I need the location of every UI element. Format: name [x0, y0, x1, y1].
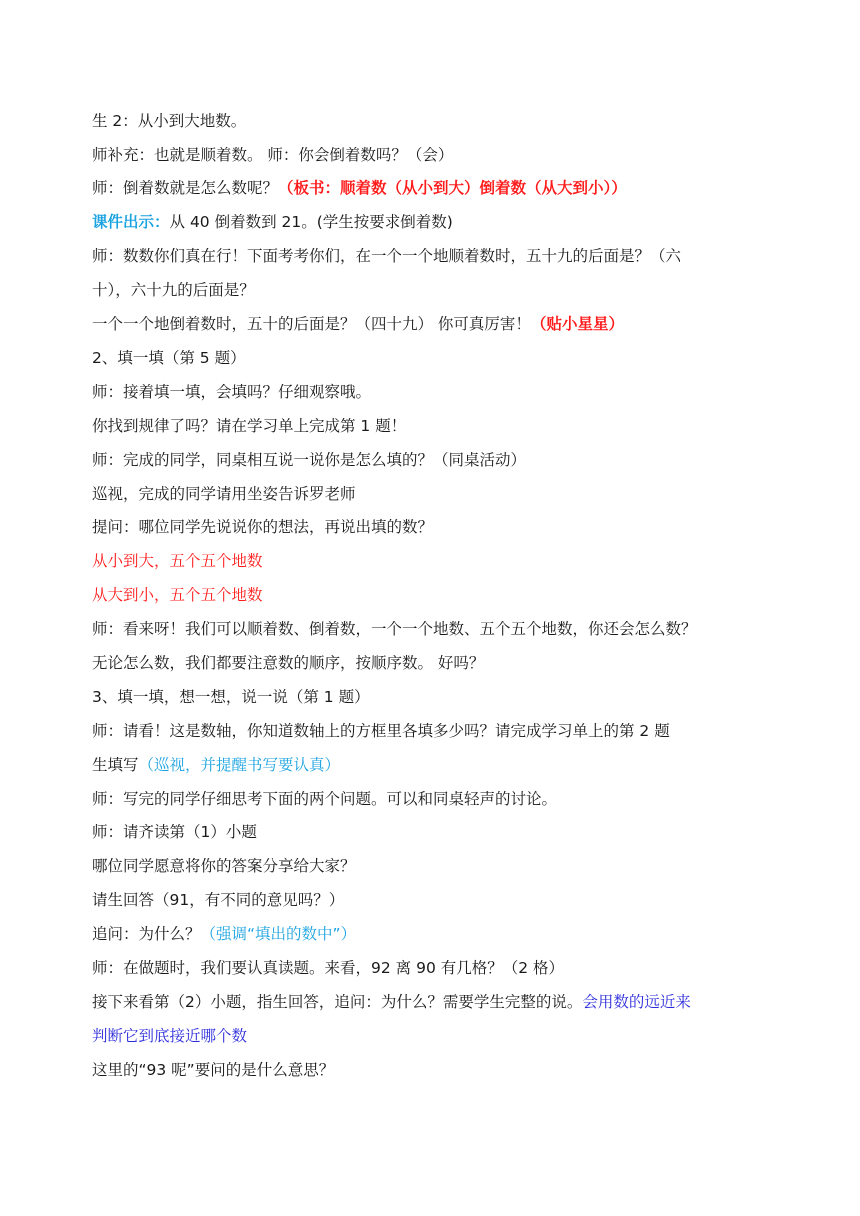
- text-line-6: 十），六十九的后面是？: [92, 281, 255, 299]
- text-line-19: 师：请看！这是数轴，你知道数轴上的方框里各填多少吗？请完成学习单上的第 2 题: [92, 722, 670, 740]
- text-line-15: 从大到小，五个五个地数: [92, 586, 263, 604]
- text-line-25: 追问：为什么？（强调“填出的数中”）: [92, 925, 357, 943]
- patrol-note: （巡视，并提醒书写要认真）: [138, 756, 341, 774]
- courseware-label: 课件出示：: [92, 213, 170, 231]
- text-line-16: 师：看来呀！我们可以顺着数、倒着数，一个一个地数、五个五个地数，你还会怎么数？: [92, 620, 697, 638]
- board-note: （板书：顺着数（从小到大）倒着数（从大到小））: [278, 179, 627, 197]
- text-line-13: 提问：哪位同学先说说你的想法，再说出填的数？: [92, 518, 434, 536]
- text-line-26: 师：在做题时，我们要认真读题。来看，92 离 90 有几格？（2 格）: [92, 959, 565, 977]
- text-line-5: 师：数数你们真在行！下面考考你们，在一个一个地顺着数时，五十九的后面是？（六: [92, 247, 682, 265]
- text-line-7: 一个一个地倒着数时，五十的后面是？（四十九） 你可真厉害！（贴小星星）: [92, 315, 624, 333]
- text-line-10: 你找到规律了吗？请在学习单上完成第 1 题！: [92, 417, 407, 435]
- text-line-29: 这里的“93 呢”要问的是什么意思？: [92, 1061, 335, 1079]
- text-line-1: 生 2：从小到大地数。: [92, 112, 247, 130]
- section-heading-2: 2、填一填（第 5 题）: [92, 349, 246, 367]
- text-line-12: 巡视，完成的同学请用坐姿告诉罗老师: [92, 485, 356, 503]
- sticker-note: （贴小星星）: [530, 315, 624, 333]
- text-line-9: 师：接着填一填，会填吗？仔细观察哦。: [92, 383, 372, 401]
- text-line-20: 生填写（巡视，并提醒书写要认真）: [92, 756, 341, 774]
- text-line-27: 接下来看第（2）小题，指生回答，追问：为什么？需要学生完整的说。会用数的远近来: [92, 993, 691, 1011]
- text-line-24: 请生回答（91，有不同的意见吗？）: [92, 891, 345, 909]
- text-line-11: 师：完成的同学，同桌相互说一说你是怎么填的？（同桌活动）: [92, 451, 527, 469]
- text-line-2: 师补充：也就是顺着数。 师：你会倒着数吗？（会）: [92, 146, 454, 164]
- text-line-4: 课件出示：从 40 倒着数到 21。(学生按要求倒着数): [92, 213, 453, 231]
- text-line-23: 哪位同学愿意将你的答案分享给大家？: [92, 857, 356, 875]
- text-line-17: 无论怎么数，我们都要注意数的顺序，按顺序数。 好吗？: [92, 654, 485, 672]
- emphasis-note: （强调“填出的数中”）: [200, 925, 357, 943]
- text-line-3: 师：倒着数就是怎么数呢？（板书：顺着数（从小到大）倒着数（从大到小））: [92, 179, 627, 197]
- text-line-14: 从小到大，五个五个地数: [92, 552, 263, 570]
- text-line-28: 判断它到底接近哪个数: [92, 1027, 248, 1045]
- text-line-21: 师：写完的同学仔细思考下面的两个问题。可以和同桌轻声的讨论。: [92, 790, 558, 808]
- text-line-22: 师：请齐读第（1）小题: [92, 823, 257, 841]
- goal-note: 会用数的远近来: [582, 993, 691, 1011]
- section-heading-3: 3、填一填，想一想，说一说（第 1 题）: [92, 688, 370, 706]
